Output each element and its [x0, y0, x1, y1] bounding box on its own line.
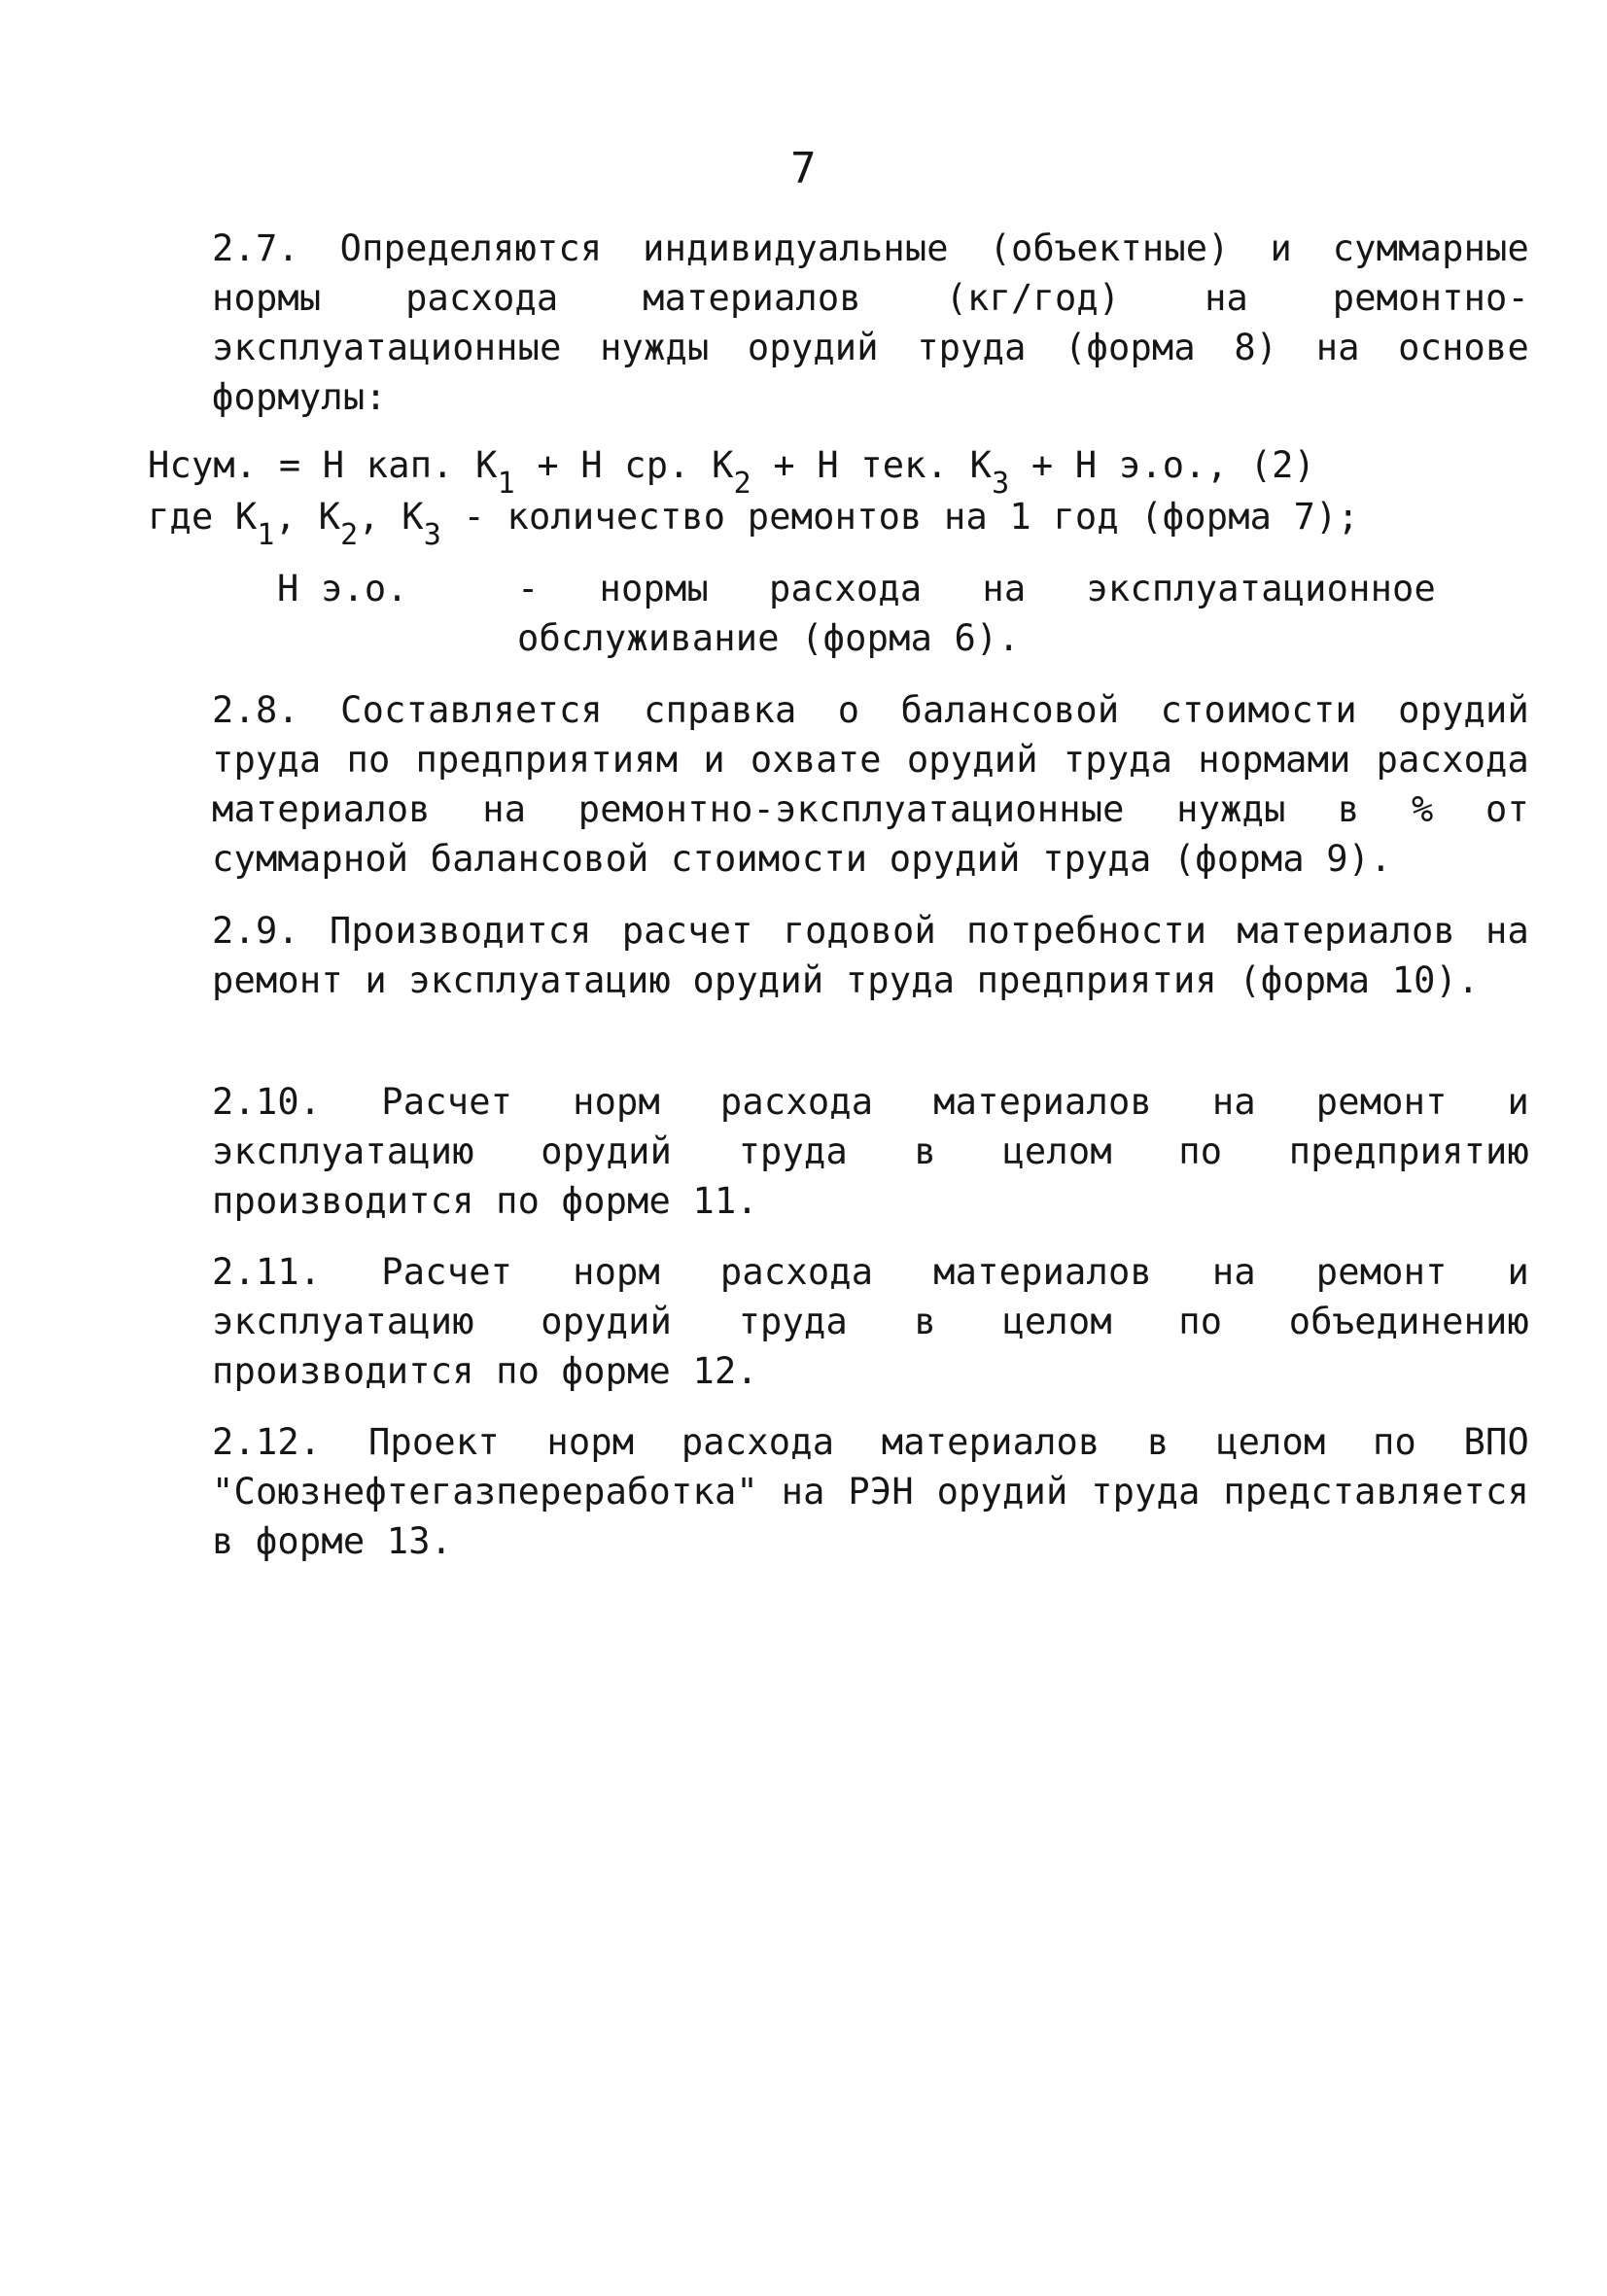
paragraph-2-8: 2.8. Составляется справка о балансовой стоимости орудий труда по предприятиям и охвате орудий труда нормами расхода материалов на ремонтно-эксплуатационные нужды в % от суммарной балансовой стоимости орудий труда (форма 9). — [212, 689, 1529, 880]
formula-part: + Н ср. К — [514, 444, 734, 486]
formula-line — [148, 440, 1316, 501]
where-subscript: 3 — [423, 518, 442, 552]
paragraph-2-12: 2.12. Проект норм расхода материалов в целом по ВПО "Союзнефтегазпереработка" на РЭН орудий труда представляется в форме 13. — [212, 1421, 1529, 1562]
paragraph-2-11: 2.11. Расчет норм расхода материалов на ремонт и эксплуатацию орудий труда в целом по объединению производится по форме 12. — [212, 1251, 1529, 1392]
eo-definition: - нормы расхода на эксплуатационное обслуживание (форма 6). — [517, 568, 1436, 659]
paragraph-2-10: 2.10. Расчет норм расхода материалов на ремонт и эксплуатацию орудий труда в целом по предприятию производится по форме 11. — [212, 1081, 1529, 1222]
where-part: - количество ремонтов на 1 год (форма 7); — [441, 496, 1360, 538]
where-part: где К — [148, 496, 258, 538]
eo-term: Н э.о. — [277, 568, 408, 609]
formula-part: Нсум. = Н кап. К — [148, 444, 498, 486]
where-part: , К — [274, 496, 341, 538]
where-part: , К — [358, 496, 424, 538]
where-subscript: 2 — [340, 518, 359, 552]
paragraph-2-9: 2.9. Производится расчет годовой потребности материалов на ремонт и эксплуатацию орудий труда предприятия (форма 10). — [212, 910, 1529, 1001]
where-subscript: 1 — [257, 518, 275, 552]
formula-subscript: 1 — [497, 467, 515, 501]
formula-subscript: 3 — [992, 467, 1010, 501]
page-number: 7 — [790, 144, 817, 193]
paragraph-2-7: 2.7. Определяются индивидуальные (объектные) и суммарные нормы расхода материалов (кг/год) на ремонтно-эксплуатационные нужды орудий труда (форма 8) на основе формулы: — [212, 227, 1529, 418]
formula-subscript: 2 — [733, 467, 751, 501]
formula-part: + Н э.о., (2) — [1009, 444, 1316, 486]
where-line — [148, 492, 1360, 552]
formula-part: + Н тек. К — [751, 444, 993, 486]
